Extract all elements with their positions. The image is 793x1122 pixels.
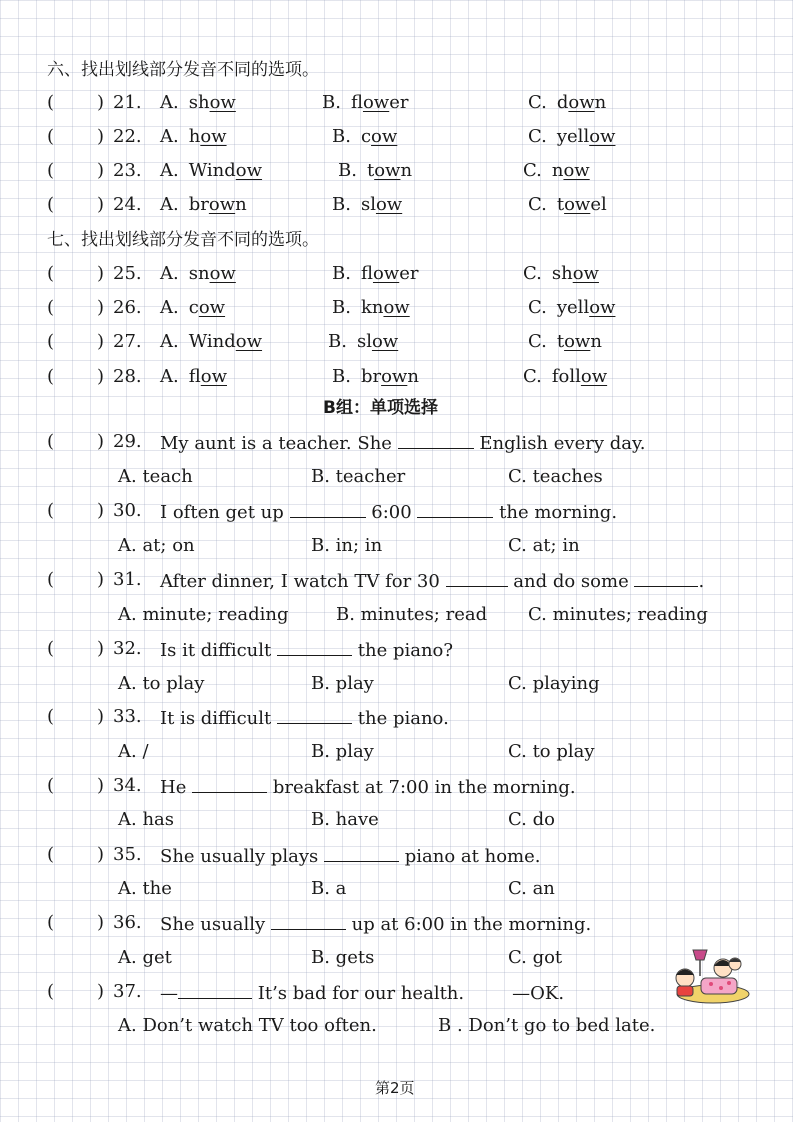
option-label: A. [160, 160, 179, 181]
stem-text: piano at home. [404, 846, 541, 867]
word-part: h [188, 126, 201, 147]
question-number: 35. [113, 844, 142, 865]
answer-option[interactable]: A. at; on [118, 535, 195, 556]
answer-paren-close: ) [97, 331, 105, 352]
stem-text: 6:00 [371, 502, 412, 523]
answer-paren-close: ) [97, 775, 105, 796]
answer-paren-open: ( [47, 706, 55, 727]
answer-paren-open: ( [47, 431, 55, 452]
question-number: 28. [113, 366, 142, 387]
question-stem [160, 980, 564, 1006]
answer-option[interactable]: B. play [311, 673, 374, 694]
answer-option[interactable]: C. do [508, 809, 555, 830]
answer-option[interactable]: A. the [118, 878, 172, 899]
underlined-part: ow [209, 263, 236, 284]
option-label: C. [523, 366, 542, 387]
option-label: C. [528, 194, 547, 215]
word-part: yell [556, 126, 590, 147]
option-b [328, 330, 398, 354]
underlined-part: ow [589, 297, 616, 318]
underlined-part: ow [235, 160, 263, 181]
answer-blank[interactable] [398, 430, 474, 449]
underlined-part: ow [564, 194, 591, 215]
word-part: n [551, 160, 564, 181]
option-a [160, 262, 236, 286]
question-stem [160, 843, 540, 869]
stem-text: the piano. [357, 708, 449, 729]
answer-blank[interactable] [634, 568, 698, 587]
option-label: B. [328, 331, 347, 352]
answer-paren-open: ( [47, 638, 55, 659]
answer-option[interactable]: A. has [118, 809, 175, 830]
word-part: Wind [188, 160, 236, 181]
underlined-part: ow [374, 160, 401, 181]
option-b [332, 193, 402, 217]
answer-option[interactable]: A. to play [118, 673, 205, 694]
question-number: 26. [113, 297, 142, 318]
option-b [338, 159, 412, 183]
word-part: fl [350, 92, 363, 113]
answer-option[interactable]: C. an [508, 878, 555, 899]
option-c [528, 125, 615, 149]
question-number: 30. [113, 500, 142, 521]
word-part: er [389, 92, 409, 113]
option-label: A. [160, 297, 179, 318]
answer-paren-close: ) [97, 366, 105, 387]
answer-paren-close: ) [97, 297, 105, 318]
word-part: n [407, 366, 419, 387]
word-part: sn [188, 263, 210, 284]
word-part: t [556, 331, 565, 352]
question-stem [160, 705, 449, 731]
answer-option[interactable]: B. play [311, 741, 374, 762]
option-b [332, 262, 418, 286]
answer-option[interactable]: A. get [118, 947, 172, 968]
option-b [332, 296, 410, 320]
answer-option[interactable]: B. a [311, 878, 347, 899]
answer-blank[interactable] [277, 637, 352, 656]
option-label: A. [160, 92, 179, 113]
stem-text: It’s bad for our health. [257, 983, 465, 1004]
answer-paren-close: ) [97, 981, 105, 1002]
underlined-part: ow [580, 366, 608, 387]
stem-text: breakfast at 7:00 in the morning. [272, 777, 576, 798]
option-label: C. [528, 297, 547, 318]
stem-text: My aunt is a teacher. She [160, 433, 392, 454]
stem-text: English every day. [479, 433, 646, 454]
option-c [528, 330, 602, 354]
option-label: B. [332, 297, 351, 318]
question-stem [160, 499, 617, 525]
word-part: n [590, 331, 602, 352]
word-part: n [235, 194, 247, 215]
option-b [332, 365, 419, 389]
option-label: C. [528, 92, 547, 113]
underlined-part: ow [372, 263, 400, 284]
answer-paren-close: ) [97, 92, 105, 113]
option-label: C. [528, 126, 547, 147]
cartoon-children-illustration [671, 944, 751, 1006]
word-part: n [400, 160, 413, 181]
option-c [528, 91, 606, 115]
word-part: sh [188, 92, 210, 113]
option-a [160, 330, 262, 354]
option-c [523, 262, 599, 286]
word-part: c [188, 297, 199, 318]
answer-paren-open: ( [47, 126, 55, 147]
section-title: 六、找出划线部分发音不同的选项。 [47, 60, 319, 80]
option-label: A. [160, 331, 179, 352]
answer-paren-close: ) [97, 160, 105, 181]
answer-option[interactable]: C. teaches [508, 466, 603, 487]
answer-paren-close: ) [97, 194, 105, 215]
underlined-part: ow [209, 92, 236, 113]
dash: — [160, 983, 178, 1004]
answer-paren-open: ( [47, 569, 55, 590]
question-number: 32. [113, 638, 142, 659]
answer-option[interactable]: C. at; in [508, 535, 580, 556]
question-stem [160, 637, 453, 663]
word-part: yell [556, 297, 590, 318]
page-number: 第2页 [375, 1079, 415, 1097]
question-stem [160, 568, 704, 594]
answer-paren-close: ) [97, 638, 105, 659]
stem-text: He [160, 777, 187, 798]
question-number: 33. [113, 706, 142, 727]
word-part: sl [356, 331, 372, 352]
word-part: n [594, 92, 607, 113]
question-number: 36. [113, 912, 142, 933]
answer-paren-open: ( [47, 263, 55, 284]
underlined-part: ow [200, 366, 227, 387]
underlined-part: ow [572, 263, 599, 284]
answer-blank[interactable] [277, 705, 352, 724]
option-label: B. [332, 126, 351, 147]
answer-paren-close: ) [97, 706, 105, 727]
word-part: sh [551, 263, 573, 284]
option-c [523, 365, 607, 389]
answer-option[interactable]: A. minute; reading [118, 604, 289, 625]
underlined-part: ow [589, 126, 616, 147]
answer-blank[interactable] [178, 980, 252, 999]
option-label: C. [523, 263, 542, 284]
answer-paren-open: ( [47, 844, 55, 865]
word-part: Wind [188, 331, 236, 352]
option-label: C. [523, 160, 542, 181]
answer-blank[interactable] [324, 843, 399, 862]
answer-option[interactable]: B. gets [311, 947, 375, 968]
underlined-part: ow [235, 331, 263, 352]
stem-text: After dinner, I watch TV for 30 [160, 571, 440, 592]
answer-paren-open: ( [47, 194, 55, 215]
answer-option[interactable]: A. / [118, 741, 149, 762]
word-part: br [360, 366, 382, 387]
option-label: A. [160, 194, 179, 215]
option-label: C. [528, 331, 547, 352]
answer-paren-open: ( [47, 366, 55, 387]
underlined-part: ow [563, 160, 590, 181]
stem-text: Is it difficult [160, 640, 272, 661]
question-number: 34. [113, 775, 142, 796]
answer-option[interactable]: B. teacher [311, 466, 406, 487]
answer-option[interactable]: C. to play [508, 741, 595, 762]
underlined-part: ow [568, 92, 595, 113]
word-part: c [360, 126, 372, 147]
underlined-part: ow [371, 331, 399, 352]
word-part: foll [551, 366, 581, 387]
option-label: B. [322, 92, 341, 113]
answer-paren-open: ( [47, 331, 55, 352]
answer-paren-open: ( [47, 981, 55, 1002]
stem-text: She usually [160, 914, 266, 935]
word-part: d [556, 92, 569, 113]
answer-paren-open: ( [47, 160, 55, 181]
option-a [160, 125, 227, 149]
option-b [332, 125, 397, 149]
underlined-part: ow [381, 366, 408, 387]
answer-paren-close: ) [97, 126, 105, 147]
answer-option[interactable]: B. in; in [311, 535, 383, 556]
answer-option[interactable]: B. minutes; read [336, 604, 488, 625]
answer-option[interactable]: B . Don’t go to bed late. [438, 1015, 656, 1036]
word-part: fl [188, 366, 201, 387]
reply-text: —OK. [512, 983, 565, 1004]
option-a [160, 91, 236, 115]
answer-option[interactable]: B. have [311, 809, 379, 830]
question-number: 29. [113, 431, 142, 452]
option-label: B. [332, 263, 351, 284]
question-number: 37. [113, 981, 142, 1002]
underlined-part: ow [375, 194, 403, 215]
option-c [523, 159, 590, 183]
option-label: B. [332, 366, 351, 387]
underlined-part: ow [198, 297, 226, 318]
stem-text: She usually plays [160, 846, 319, 867]
option-b [322, 91, 408, 115]
word-part: fl [360, 263, 373, 284]
answer-blank[interactable] [446, 568, 508, 587]
answer-paren-close: ) [97, 431, 105, 452]
section-title: 七、找出划线部分发音不同的选项。 [47, 230, 319, 250]
answer-paren-close: ) [97, 912, 105, 933]
stem-text: . [698, 571, 705, 592]
stem-text: It is difficult [160, 708, 272, 729]
word-part: br [188, 194, 209, 215]
option-c [528, 193, 607, 217]
stem-text: and do some [513, 571, 629, 592]
answer-blank[interactable] [192, 774, 267, 793]
answer-blank[interactable] [271, 911, 346, 930]
answer-paren-open: ( [47, 775, 55, 796]
question-number: 24. [113, 194, 142, 215]
option-label: A. [160, 366, 179, 387]
option-a [160, 193, 247, 217]
word-part: t [556, 194, 565, 215]
answer-paren-open: ( [47, 912, 55, 933]
underlined-part: ow [362, 92, 390, 113]
option-label: A. [160, 126, 179, 147]
option-a [160, 296, 225, 320]
underlined-part: ow [383, 297, 410, 318]
question-number: 31. [113, 569, 142, 590]
question-number: 22. [113, 126, 142, 147]
word-part: t [366, 160, 375, 181]
stem-text: I often get up [160, 502, 284, 523]
answer-option[interactable]: C. got [508, 947, 563, 968]
stem-text: the piano? [357, 640, 454, 661]
question-stem [160, 430, 645, 456]
stem-text: up at 6:00 in the morning. [351, 914, 592, 935]
question-number: 27. [113, 331, 142, 352]
word-part: er [399, 263, 419, 284]
answer-blank[interactable] [290, 499, 366, 518]
option-label: B. [332, 194, 351, 215]
underlined-part: ow [200, 126, 227, 147]
answer-paren-close: ) [97, 500, 105, 521]
word-part: sl [360, 194, 376, 215]
option-label: A. [160, 263, 179, 284]
answer-paren-close: ) [97, 844, 105, 865]
answer-paren-close: ) [97, 569, 105, 590]
answer-option[interactable]: C. minutes; reading [528, 604, 708, 625]
question-number: 23. [113, 160, 142, 181]
option-a [160, 159, 262, 183]
answer-option[interactable]: A. Don’t watch TV too often. [118, 1015, 377, 1036]
option-c [528, 296, 615, 320]
question-number: 21. [113, 92, 142, 113]
stem-text: the morning. [499, 502, 618, 523]
word-part: el [590, 194, 607, 215]
underlined-part: ow [371, 126, 398, 147]
question-stem [160, 774, 576, 800]
question-stem [160, 911, 591, 937]
option-label: B. [338, 160, 357, 181]
underlined-part: ow [208, 194, 236, 215]
group-b-title: B组：单项选择 [323, 398, 438, 418]
answer-blank[interactable] [417, 499, 493, 518]
question-number: 25. [113, 263, 142, 284]
answer-paren-open: ( [47, 92, 55, 113]
answer-option[interactable]: A. teach [118, 466, 193, 487]
answer-option[interactable]: C. playing [508, 673, 600, 694]
option-a [160, 365, 227, 389]
answer-paren-open: ( [47, 500, 55, 521]
answer-paren-open: ( [47, 297, 55, 318]
word-part: kn [360, 297, 384, 318]
underlined-part: ow [564, 331, 591, 352]
answer-paren-close: ) [97, 263, 105, 284]
